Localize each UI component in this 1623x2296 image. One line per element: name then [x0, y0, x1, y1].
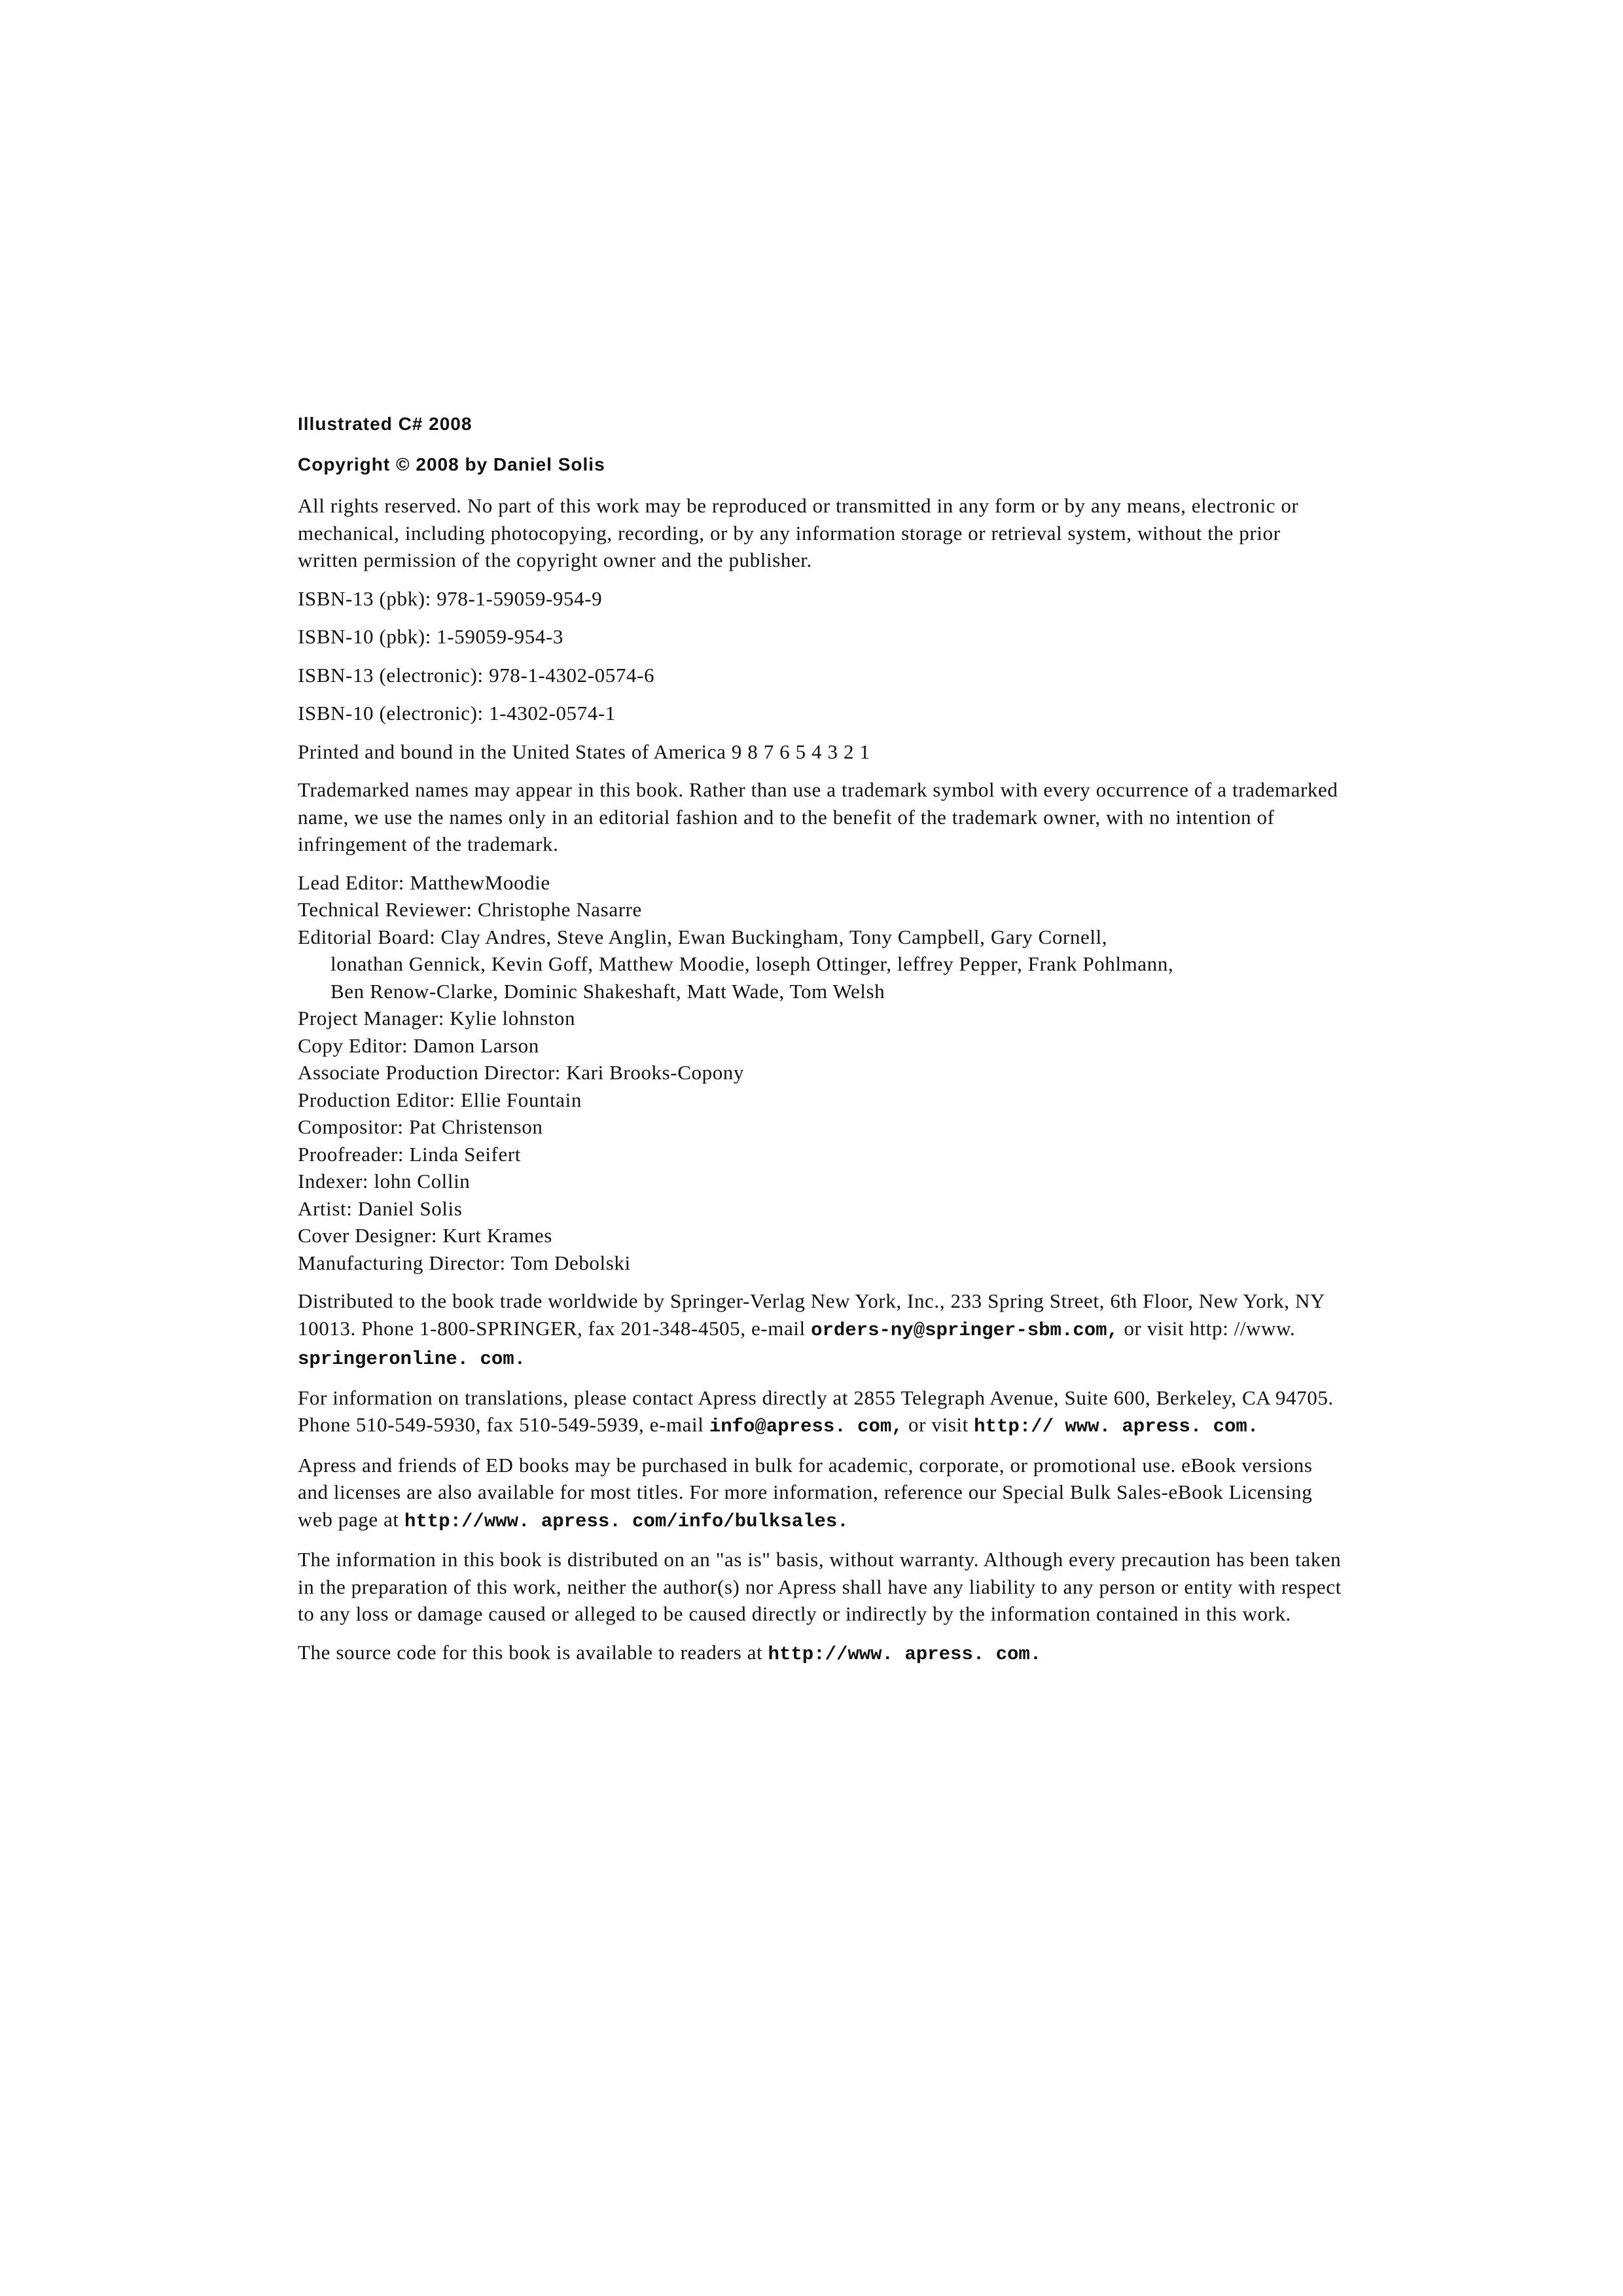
translations-text: For information on translations, please contact Apress directly at 2855 Telegraph Avenue, Suite 600, Berkeley, CA 94705. Phone 510-549-5930, fax 510-549-5939, e-mail — [298, 1386, 1334, 1436]
apress-website-link[interactable]: http:// www. apress. com. — [974, 1416, 1259, 1437]
springer-website-link[interactable]: springeronline. com. — [298, 1348, 526, 1370]
credit-production-editor: Production Editor: Ellie Fountain — [298, 1088, 582, 1111]
bulk-sales-paragraph — [298, 1452, 1345, 1535]
bulk-sales-link[interactable]: http://www. apress. com/info/bulksales. — [404, 1510, 849, 1532]
source-code-paragraph — [298, 1639, 1345, 1668]
credit-editorial-board: Editorial Board: Clay Andres, Steve Anglin, Ewan Buckingham, Tony Campbell, Gary Cornell, — [298, 925, 1108, 948]
isbn-electronic-10: ISBN-10 (electronic): 1-4302-0574-1 — [298, 702, 616, 725]
credit-editorial-board-continued-2: Ben Renow-Clarke, Dominic Shakeshaft, Matt Wade, Tom Welsh — [330, 979, 885, 1003]
credit-proofreader: Proofreader: Linda Seifert — [298, 1142, 521, 1166]
credit-project-manager: Project Manager: Kylie lohnston — [298, 1007, 576, 1030]
translations-email-link[interactable]: info@apress. com, — [709, 1416, 903, 1437]
translations-paragraph — [298, 1384, 1345, 1441]
credit-cover-designer: Cover Designer: Kurt Krames — [298, 1224, 552, 1247]
source-code-link[interactable]: http://www. apress. com. — [768, 1643, 1042, 1665]
printed-line: Printed and bound in the United States of America 9 8 7 6 5 4 3 2 1 — [298, 740, 870, 763]
trademark-paragraph: Trademarked names may appear in this book. Rather than use a trademark symbol with every occurrence of a trademarked name, we use the names only in an editorial fashion and to the benefit of the trademark owner, with no intention of infringement of the trademark. — [298, 778, 1338, 855]
bulk-sales-text: Apress and friends of ED books may be purchased in bulk for academic, corporate, or promotional use. eBook versions and licenses are also available for most titles. For more information, reference our Special Bulk Sales-eBook Licensing web page at — [298, 1453, 1313, 1531]
credit-copy-editor: Copy Editor: Damon Larson — [298, 1033, 539, 1057]
distribution-email-link[interactable]: orders-ny@springer-sbm.com, — [811, 1319, 1118, 1341]
disclaimer-paragraph: The information in this book is distributed on an "as is" basis, without warranty. Although every precaution has been taken in the preparation of this work, neither the author(s) nor Apress shall have any liability to any person or entity with respect to any loss or damage caused or alleged to be caused directly or indirectly by the information contained in this work. — [298, 1548, 1342, 1625]
source-code-text: The source code for this book is available to readers at — [298, 1640, 768, 1664]
credit-manufacturing-director: Manufacturing Director: Tom Debolski — [298, 1251, 631, 1274]
credit-technical-reviewer: Technical Reviewer: Christophe Nasarre — [298, 898, 642, 921]
distribution-paragraph — [298, 1287, 1345, 1373]
translations-text-2: or visit — [902, 1413, 974, 1436]
isbn-electronic-13: ISBN-13 (electronic): 978-1-4302-0574-6 — [298, 663, 655, 687]
credit-associate-production-director: Associate Production Director: Kari Brooks-Copony — [298, 1061, 745, 1084]
isbn-pbk-10: ISBN-10 (pbk): 1-59059-954-3 — [298, 625, 563, 648]
credit-indexer: Indexer: lohn Collin — [298, 1170, 471, 1193]
distribution-text: Distributed to the book trade worldwide by Springer-Verlag New York, Inc., 233 Spring Street, 6th Floor, New York, NY 10013. Phone 1-800-SPRINGER, fax 201-348-4505, e-mail — [298, 1289, 1325, 1340]
copyright-line: Copyright © 2008 by Daniel Solis — [298, 454, 605, 475]
distribution-text-2: or visit http: //www. — [1118, 1316, 1296, 1340]
credit-lead-editor: Lead Editor: MatthewMoodie — [298, 870, 550, 894]
credits-list — [298, 869, 1345, 1277]
credit-compositor: Compositor: Pat Christenson — [298, 1115, 543, 1138]
isbn-pbk-13: ISBN-13 (pbk): 978-1-59059-954-9 — [298, 586, 603, 610]
book-title: Illustrated C# 2008 — [298, 414, 473, 434]
credit-artist: Artist: Daniel Solis — [298, 1196, 463, 1220]
copyright-page — [298, 411, 1345, 1679]
credit-editorial-board-continued: lonathan Gennick, Kevin Goff, Matthew Moodie, loseph Ottinger, leffrey Pepper, Frank Pohlmann, — [330, 952, 1174, 975]
rights-paragraph: All rights reserved. No part of this work may be reproduced or transmitted in any form or by any means, electronic or mechanical, including photocopying, recording, or by any information storage or retrieval system, without the prior written permission of the copyright owner and the publisher. — [298, 494, 1299, 571]
